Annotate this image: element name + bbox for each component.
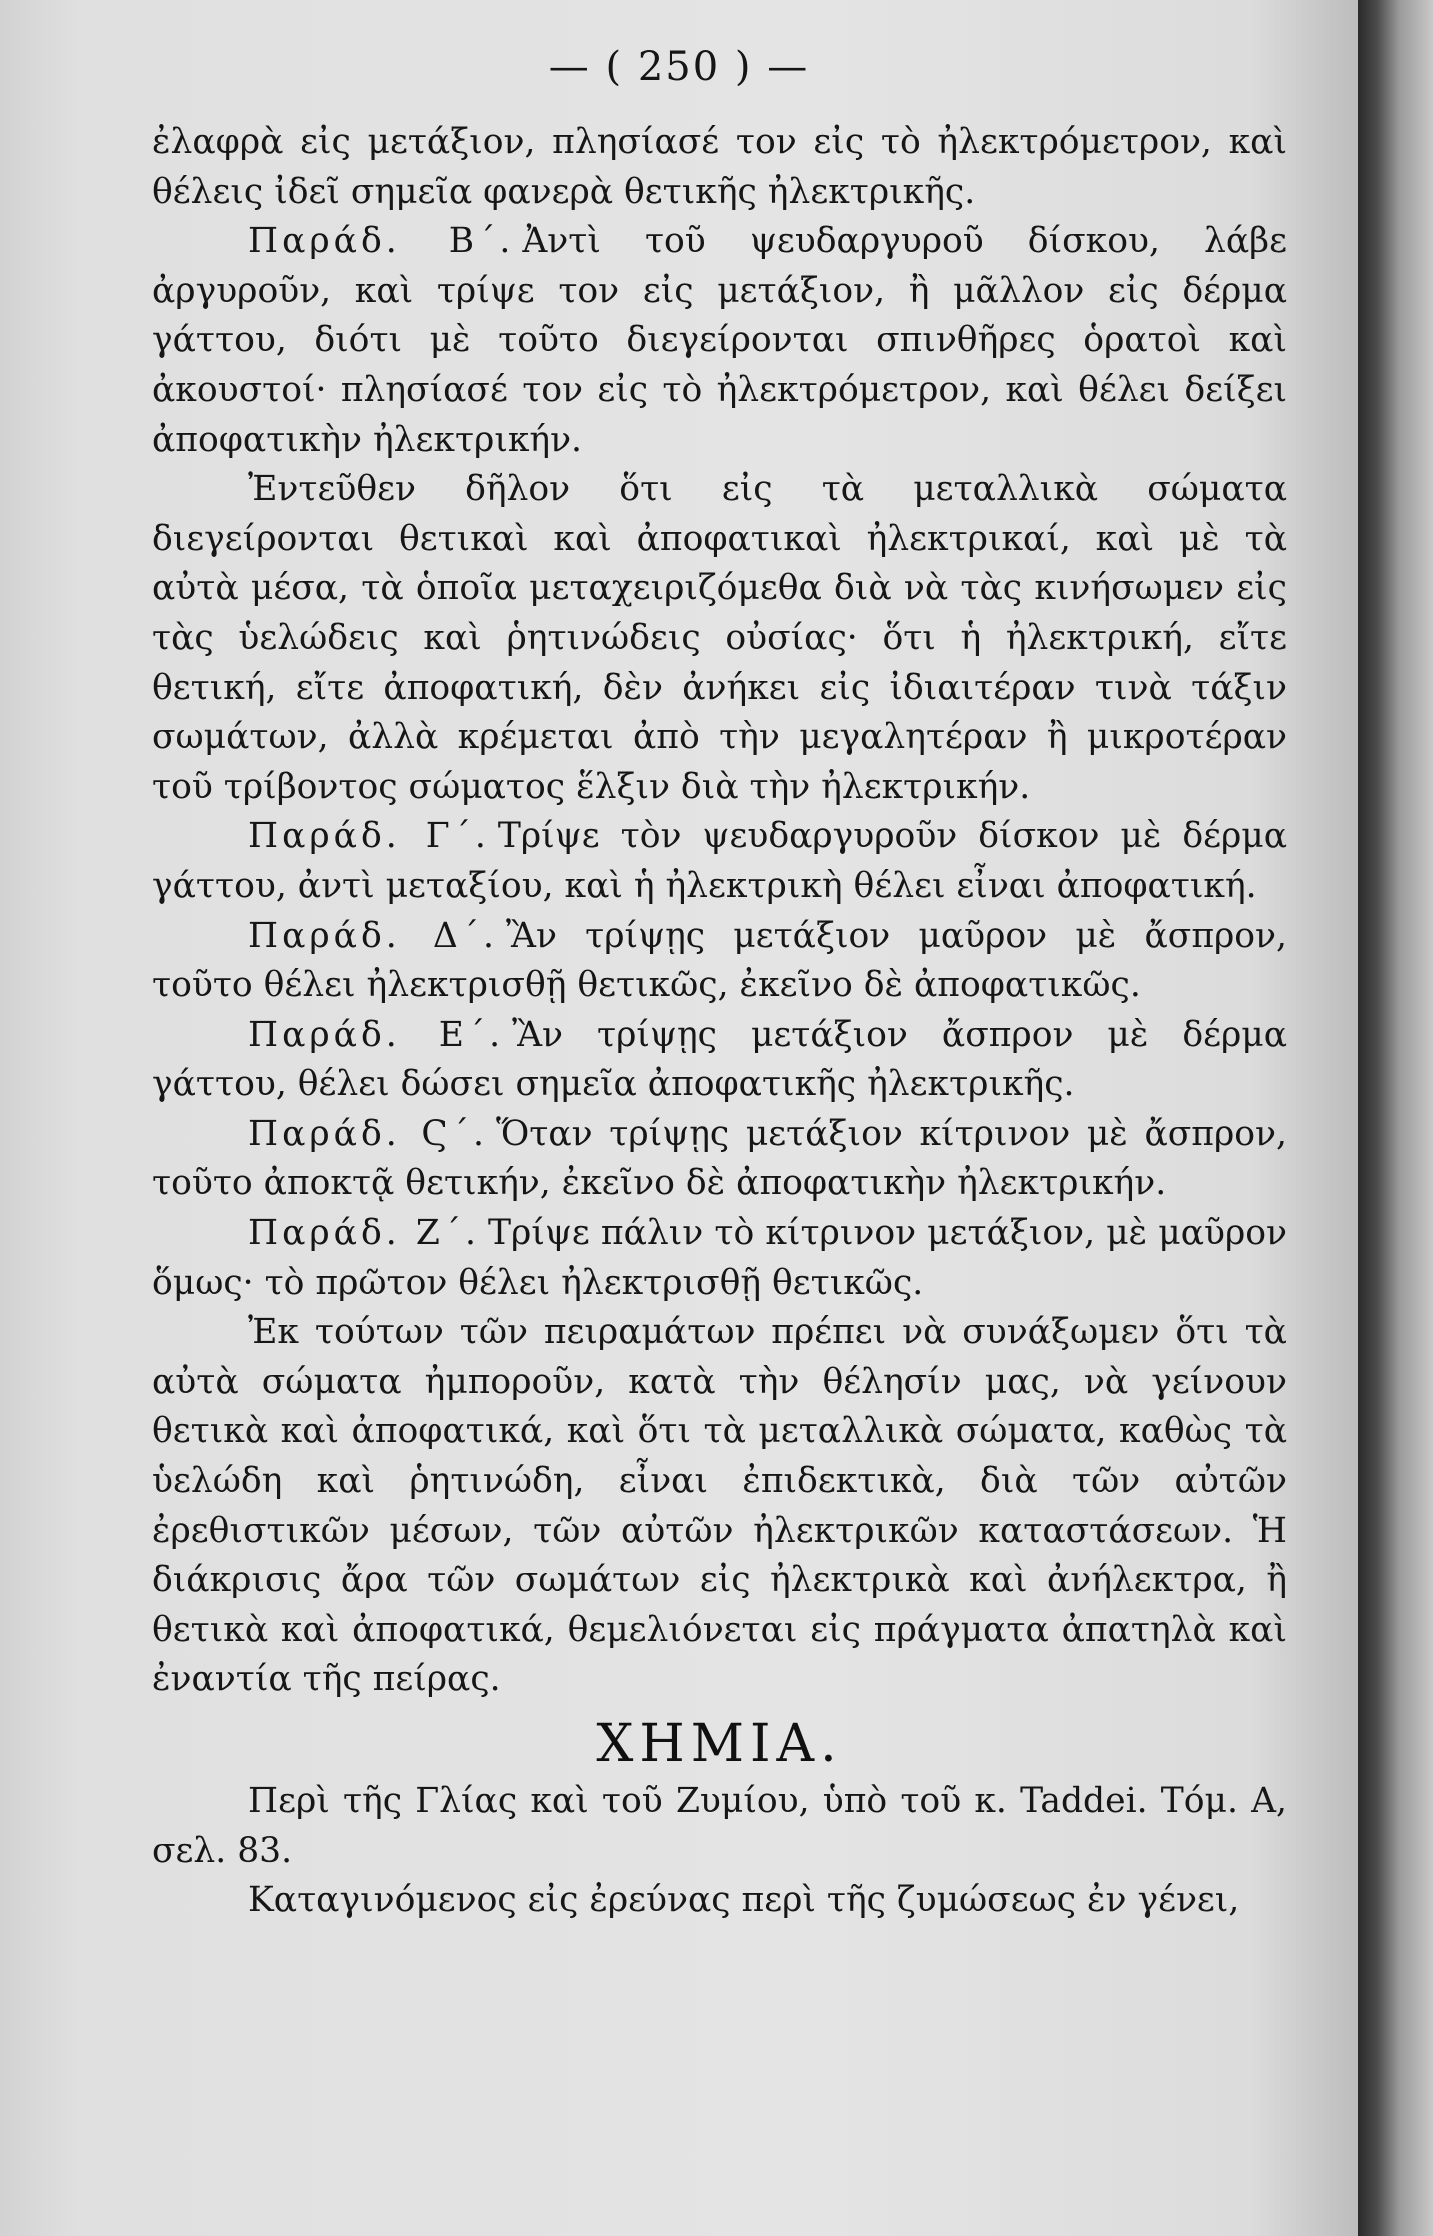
paragraph — [152, 118, 1287, 217]
paragraph — [152, 1308, 1287, 1705]
experiment-label: Παράδ. Β΄. — [248, 221, 515, 262]
paragraph-text: Ἂν τρίψῃς μετάξιον μαῦρον μὲ ἄσπρον, τοῦτο θέλει ἠλεκτρισθῇ θετικῶς, ἐκεῖνο δὲ ἀποφατικῶς. — [152, 915, 1287, 1006]
experiment-label: Παράδ. Ϛ΄. — [248, 1113, 488, 1154]
experiment-label: Παράδ. Ζ΄. — [248, 1213, 481, 1254]
paragraph — [152, 465, 1287, 812]
section-title: ΧΗΜΙΑ. — [596, 1714, 843, 1774]
paragraph — [152, 812, 1287, 911]
experiment-label: Παράδ. Δ΄. — [248, 915, 499, 956]
paragraph-text: ἐλαφρὰ εἰς μετάξιον, πλησίασέ τον εἰς τὸ ἠλεκτρόμετρον, καὶ θέλεις ἰδεῖ σημεῖα φανερὰ θετικῆς ἠλεκτρικῆς. — [152, 122, 1287, 212]
paragraph — [152, 1876, 1287, 1926]
page-number-header: — ( 250 ) — — [548, 44, 810, 90]
article-citation — [152, 1777, 1287, 1876]
body-text — [152, 118, 1287, 1926]
paragraph-text: Ἂν τρίψῃς μετάξιον ἄσπρον μὲ δέρμα γάττου, θέλει δώσει σημεῖα ἀποφατικῆς ἠλεκτρικῆς. — [152, 1014, 1287, 1105]
paragraph-text: Τρίψε πάλιν τὸ κίτρινον μετάξιον, μὲ μαῦρον ὅμως· τὸ πρῶτον θέλει ἠλεκτρισθῇ θετικῶς. — [152, 1213, 1288, 1303]
paragraph-text: Ἐντεῦθεν δῆλον ὅτι εἰς τὰ μεταλλικὰ σώματα διεγείρονται θετικαὶ καὶ ἀποφατικαὶ ἠλεκτρικαί, καὶ μὲ τὰ αὐτὰ μέσα, τὰ ὁποῖα μεταχειριζόμεθα διὰ νὰ τὰς κινήσωμεν εἰς τὰς ὑελώδεις καὶ ῥητινώδεις οὐσίας· ὅτι ἡ ἠλεκτρική, εἴτε θετική, εἴτε ἀποφατική, δὲν ἀνήκει εἰς ἰδιαιτέραν τινὰ τάξιν σωμάτων, ἀλλὰ κρέμεται ἀπὸ τὴν μεγαλητέραν ἢ μικροτέραν τοῦ τρίβοντος σώματος ἕλξιν διὰ τὴν ἠλεκτρικήν. — [152, 469, 1287, 807]
book-spine-shadow — [1358, 0, 1433, 2236]
paragraph — [152, 217, 1287, 465]
paragraph-text: Ἀντὶ τοῦ ψευδαργυροῦ δίσκου, λάβε ἀργυροῦν, καὶ τρίψε τον εἰς μετάξιον, ἢ μᾶλλον εἰς δέρμα γάττου, διότι μὲ τοῦτο διεγείρονται σπινθῆρες ὁρατοὶ καὶ ἀκουστοί· πλησίασέ τον εἰς τὸ ἠλεκτρόμετρον, καὶ θέλει δείξει ἀποφατικὴν ἠλεκτρικήν. — [152, 221, 1287, 460]
paragraph — [152, 912, 1287, 1011]
experiment-label: Παράδ. Γ΄. — [248, 816, 490, 857]
paragraph — [152, 1110, 1287, 1209]
paragraph-text: Καταγινόμενος εἰς ἐρεύνας περὶ τῆς ζυμώσεως ἐν γένει, — [248, 1880, 1240, 1921]
paragraph — [152, 1209, 1287, 1308]
paragraph-text: Περὶ τῆς Γλίας καὶ τοῦ Ζυμίου, ὑπὸ τοῦ κ. Taddei. Τόμ. Α, σελ. 83. — [152, 1781, 1287, 1871]
paragraph-text: Ὅταν τρίψῃς μετάξιον κίτρινον μὲ ἄσπρον, τοῦτο ἀποκτᾷ θετικήν, ἐκεῖνο δὲ ἀποφατικὴν ἠλεκτρικήν. — [152, 1113, 1287, 1204]
paragraph-text: Τρίψε τὸν ψευδαργυροῦν δίσκον μὲ δέρμα γάττου, ἀντὶ μεταξίου, καὶ ἡ ἠλεκτρικὴ θέλει εἶναι ἀποφατική. — [152, 816, 1287, 906]
paragraph — [152, 1011, 1287, 1110]
paragraph-text: Ἐκ τούτων τῶν πειραμάτων πρέπει νὰ συνάξωμεν ὅτι τὰ αὐτὰ σώματα ἠμποροῦν, κατὰ τὴν θέλησίν μας, νὰ γείνουν θετικὰ καὶ ἀποφατικά, καὶ ὅτι τὰ μεταλλικὰ σώματα, καθὼς τὰ ὑελώδη καὶ ῥητινώδη, εἶναι ἐπιδεκτικὰ, διὰ τῶν αὐτῶν ἐρεθιστικῶν μέσων, τῶν αὐτῶν ἠλεκτρικῶν καταστάσεων. Ἡ διάκρισις ἄρα τῶν σωμάτων εἰς ἠλεκτρικὰ καὶ ἀνήλεκτρα, ἢ θετικὰ καὶ ἀποφατικά, θεμελιόνεται εἰς πράγματα ἀπατηλὰ καὶ ἐναντία τῆς πείρας. — [152, 1312, 1287, 1700]
experiment-label: Παράδ. Ε΄. — [248, 1014, 505, 1055]
